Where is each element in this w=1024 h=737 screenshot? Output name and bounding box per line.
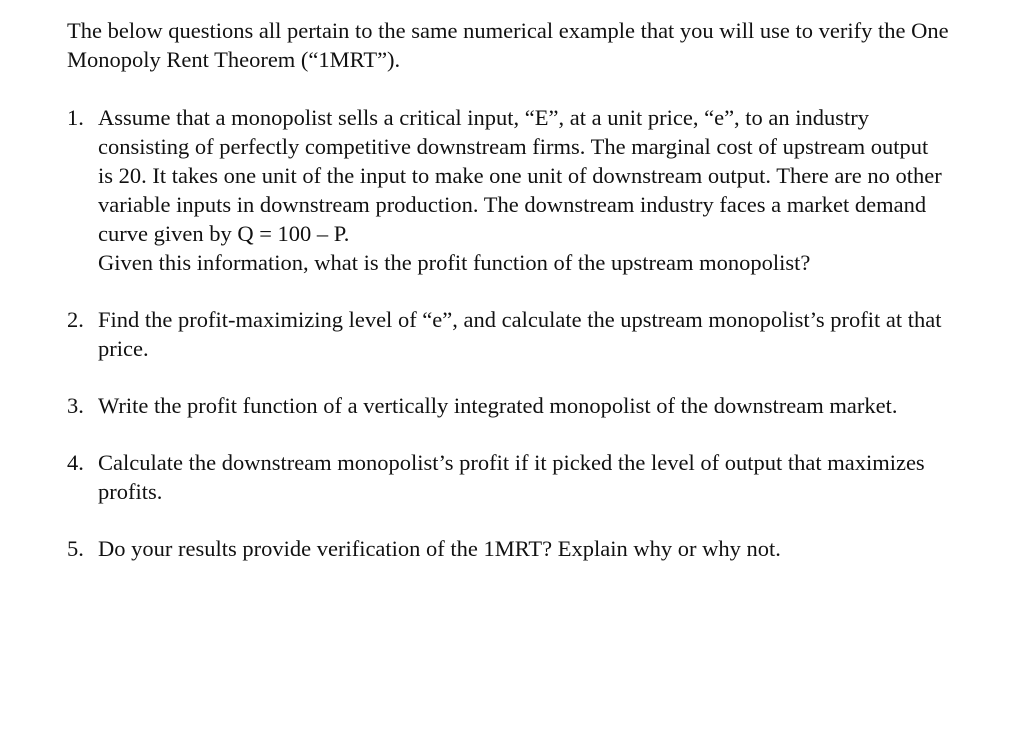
question-number: 5. [67,536,84,561]
question-text: Do your results provide verification of the 1MRT? Explain why or why not. [98,536,781,561]
question-number: 1. [67,105,84,130]
question-3 [67,391,947,420]
question-text: Assume that a monopolist sells a critical input, “E”, at a unit price, “e”, to an industry consisting of perfectly competitive downstream firms. The marginal cost of upstream output is 20. It takes one unit of the input to make one unit of downstream output. There are no other variable inputs in downstream production. The downstream industry faces a market demand curve given by Q = 100 – P. [98,105,942,246]
question-followup: Given this information, what is the profit function of the upstream monopolist? [98,250,811,275]
question-number: 3. [67,393,84,418]
question-2 [67,305,947,363]
question-4 [67,448,947,506]
question-text: Write the profit function of a vertically integrated monopolist of the downstream market. [98,393,898,418]
question-1 [67,103,947,277]
question-5 [67,534,947,563]
intro-paragraph: The below questions all pertain to the same numerical example that you will use to verify the One Monopoly Rent Theorem (“1MRT”). [67,18,949,72]
question-text: Calculate the downstream monopolist’s profit if it picked the level of output that maximizes profits. [98,450,925,504]
question-number: 2. [67,307,84,332]
question-number: 4. [67,450,84,475]
question-text: Find the profit-maximizing level of “e”, and calculate the upstream monopolist’s profit at that price. [98,307,942,361]
question-list [67,103,947,563]
